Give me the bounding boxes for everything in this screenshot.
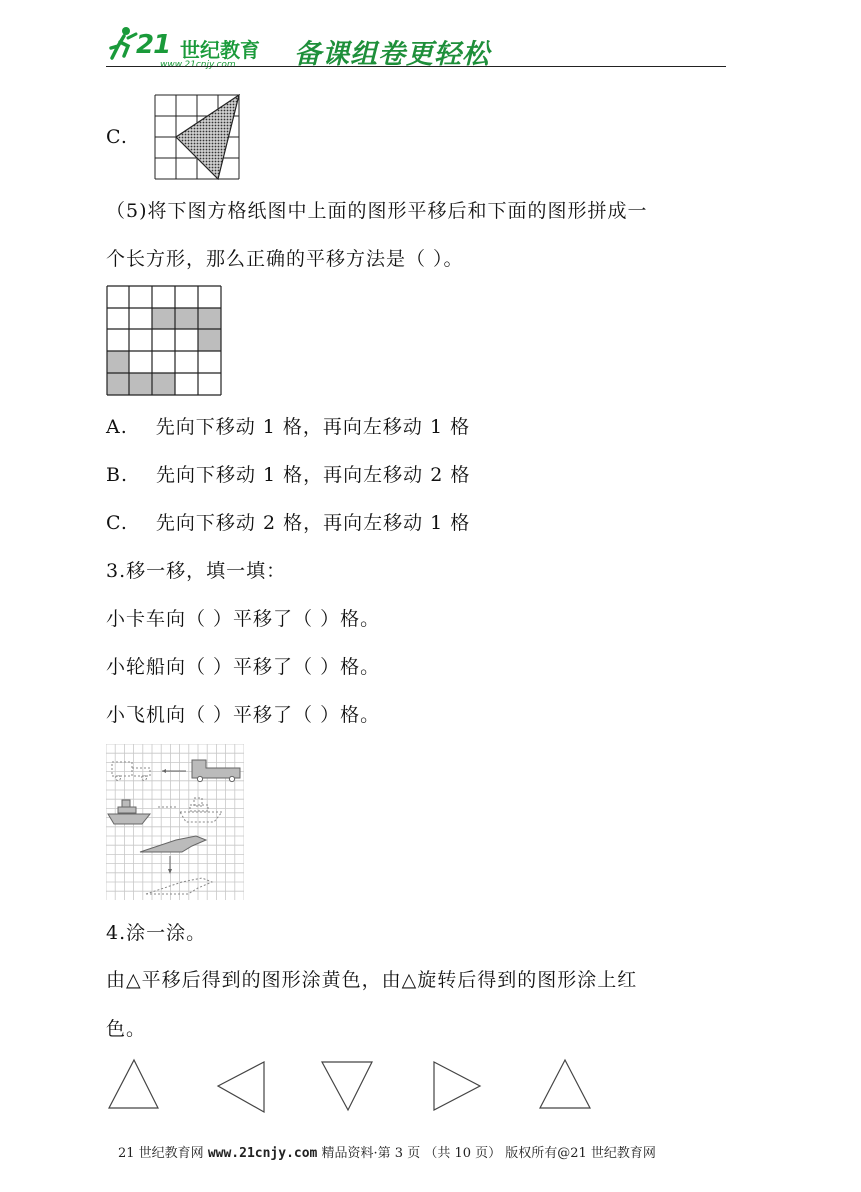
q5-option-a [106,412,470,439]
grid-figure-q5 [106,285,222,397]
triangle-1 [109,1060,158,1108]
q3-plane-line: 小飞机向（ ）平移了（ ）格。 [106,704,381,726]
q4-line1: 由△平移后得到的图形涂黄色，由△旋转后得到的图形涂上红 [106,969,638,991]
runner-icon [108,24,138,64]
q4-line2: 色。 [106,1018,147,1040]
triangle-4 [434,1062,480,1110]
q3-ship-line: 小轮船向（ ）平移了（ ）格。 [106,656,381,678]
q5-option-c [106,508,470,535]
footer-url[interactable]: www.21cnjy.com [207,1146,318,1161]
page-footer [118,1142,656,1161]
logo-text: 世纪教育 [180,38,260,62]
grid-figure-c [154,94,240,180]
triangle-5 [540,1060,590,1108]
triangles-row [100,1056,600,1118]
option-label: C. [106,512,128,534]
option-label: B. [106,464,129,486]
q3-truck-line: 小卡车向（ ）平移了（ ）格。 [106,608,381,630]
option-text: 先向下移动 1 格，再向左移动 1 格 [155,416,471,438]
q5-line2: 个长方形，那么正确的平移方法是（ ）。 [106,248,464,270]
q4-title: 4.涂一涂。 [106,922,207,944]
footer-right: 精品资料·第 3 页 （共 10 页） 版权所有@21 世纪教育网 [317,1146,656,1161]
q5-option-b [106,460,470,487]
q5-line1: （5)将下图方格纸图中上面的图形平移后和下面的图形拼成一 [106,200,648,222]
q3-title: 3.移一移，填一填： [106,560,287,582]
logo-url: www.21cnjy.com [160,60,236,70]
header-slogan: 备课组卷更轻松 [294,39,490,70]
option-text: 先向下移动 1 格，再向左移动 2 格 [156,464,471,486]
translation-grid-figure [106,744,244,900]
option-label: A. [106,416,128,438]
option-c-label: C. [106,126,128,148]
option-text: 先向下移动 2 格，再向左移动 1 格 [155,512,471,534]
footer-left: 21 世纪教育网 [118,1146,208,1161]
triangle-3 [322,1062,372,1110]
header-divider [106,66,726,67]
logo-number: 21 [136,30,171,60]
site-logo [108,24,288,68]
triangle-2 [218,1062,264,1112]
